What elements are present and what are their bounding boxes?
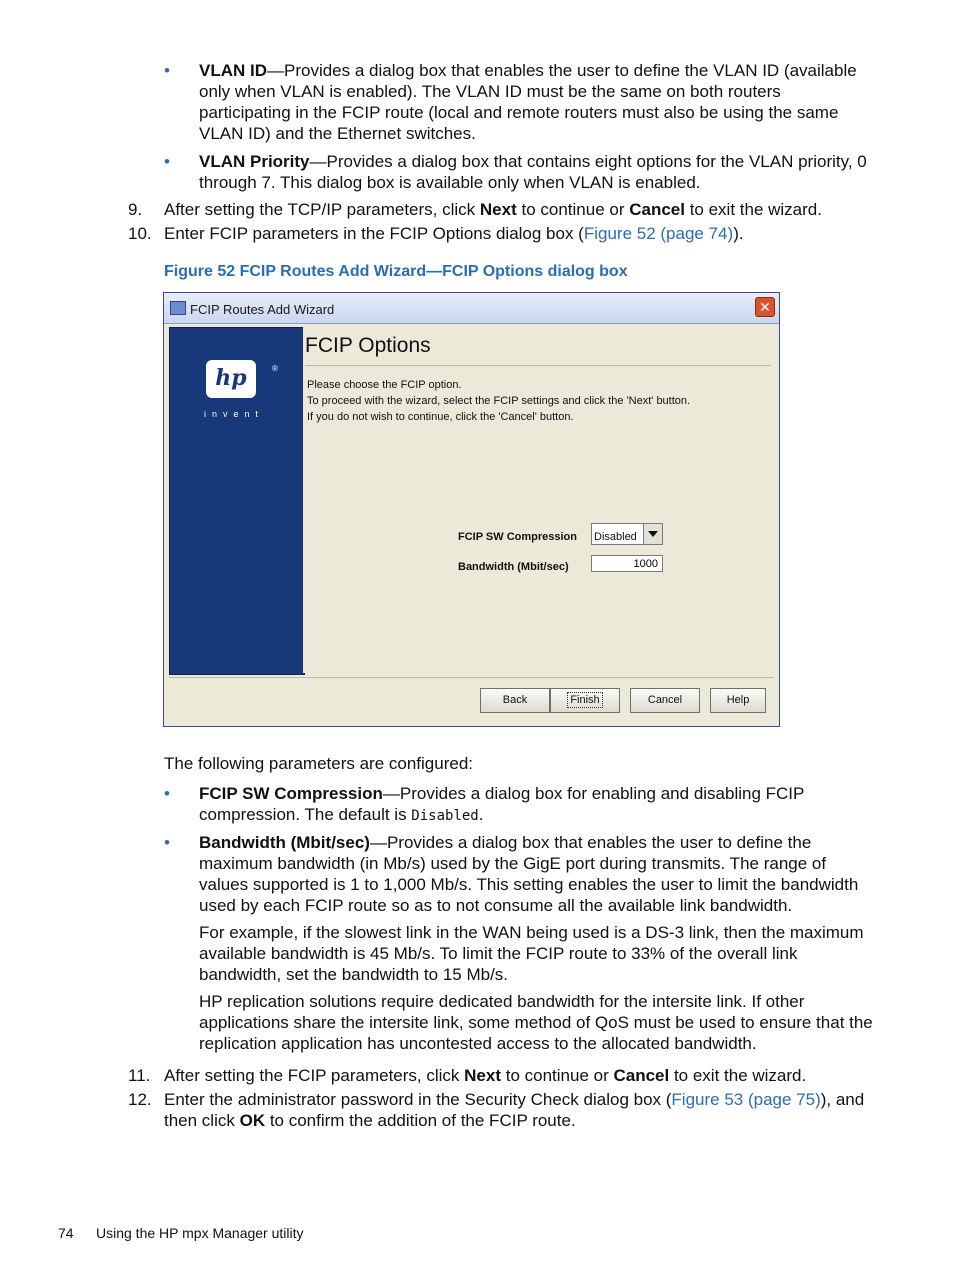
divider	[305, 365, 771, 366]
bullet-icon: •	[164, 833, 170, 852]
wizard-side-panel	[169, 327, 305, 675]
page-number: 74	[58, 1225, 74, 1241]
compression-select[interactable]	[591, 523, 663, 545]
cancel-button[interactable]: Cancel	[630, 688, 700, 713]
hp-logo-text: hp	[215, 365, 247, 391]
step-number: 12.	[128, 1090, 152, 1109]
registered-mark: ®	[272, 364, 278, 373]
figure-53-link[interactable]: Figure 53 (page 75)	[671, 1090, 821, 1109]
figure-caption: Figure 52 FCIP Routes Add Wizard—FCIP Options dialog box	[164, 263, 628, 280]
instructions: Please choose the FCIP option. To proceed with the wizard, select the FCIP settings and click the 'Next' button. If you do not wish to continue, click the 'Cancel' button.	[307, 379, 691, 423]
page-title: FCIP Options	[305, 334, 431, 357]
figure-52-link[interactable]: Figure 52 (page 74)	[583, 224, 734, 243]
params-intro: The following parameters are configured:	[164, 754, 473, 773]
hp-logo	[206, 360, 256, 398]
fcip-options-dialog	[163, 292, 780, 727]
close-button[interactable]: ✕	[755, 297, 775, 317]
term-vlan-id: VLAN ID	[199, 61, 267, 80]
help-button[interactable]: Help	[710, 688, 766, 713]
step-number: 10.	[128, 224, 152, 243]
replication-paragraph: HP replication solutions require dedicated bandwidth for the intersite link. If other applications share the intersite link, some method of QoS must be used to ensure that the replication application has uncontested access to the allocated bandwidth.	[199, 992, 873, 1053]
chevron-down-icon[interactable]	[643, 524, 662, 544]
term-vlan-priority: VLAN Priority	[199, 152, 310, 171]
dialog-titlebar	[164, 293, 779, 324]
default-value-code: Disabled	[411, 808, 479, 824]
bullet-icon: •	[164, 152, 170, 171]
step-number: 9.	[128, 200, 143, 219]
logo-tagline: invent	[204, 409, 265, 419]
divider	[169, 677, 774, 678]
bandwidth-input[interactable]	[591, 555, 663, 572]
desc-vlan-id: —Provides a dialog box that enables the user to define the VLAN ID (available only when VLAN is enabled). The VLAN ID must be the same on both routers participating in the FCIP route (local and remote routers must also be using the same VLAN ID) and the Ethernet switches.	[199, 61, 857, 143]
back-button[interactable]: Back	[480, 688, 550, 713]
bullet-icon: •	[164, 784, 170, 803]
window-icon	[170, 301, 186, 315]
finish-button[interactable]: Finish	[550, 688, 620, 713]
desc-vlan-priority: —Provides a dialog box that contains eight options for the VLAN priority, 0 through 7. This dialog box is available only when VLAN is enabled.	[199, 152, 867, 192]
bullet-icon: •	[164, 61, 170, 80]
step-number: 11.	[128, 1066, 151, 1085]
bandwidth-example-paragraph: For example, if the slowest link in the WAN being used is a DS-3 link, then the maximum available bandwidth is 45 Mb/s. To limit the FCIP route to 33% of the overall link bandwidth, set the bandwidth to 15 Mb/s.	[199, 923, 864, 984]
wizard-content	[303, 327, 774, 673]
footer-section-title: Using the HP mpx Manager utility	[96, 1225, 304, 1241]
compression-value: Disabled	[594, 531, 637, 543]
bandwidth-label: Bandwidth (Mbit/sec)	[458, 561, 569, 573]
compression-label: FCIP SW Compression	[458, 531, 577, 543]
dialog-title: FCIP Routes Add Wizard	[190, 302, 335, 317]
